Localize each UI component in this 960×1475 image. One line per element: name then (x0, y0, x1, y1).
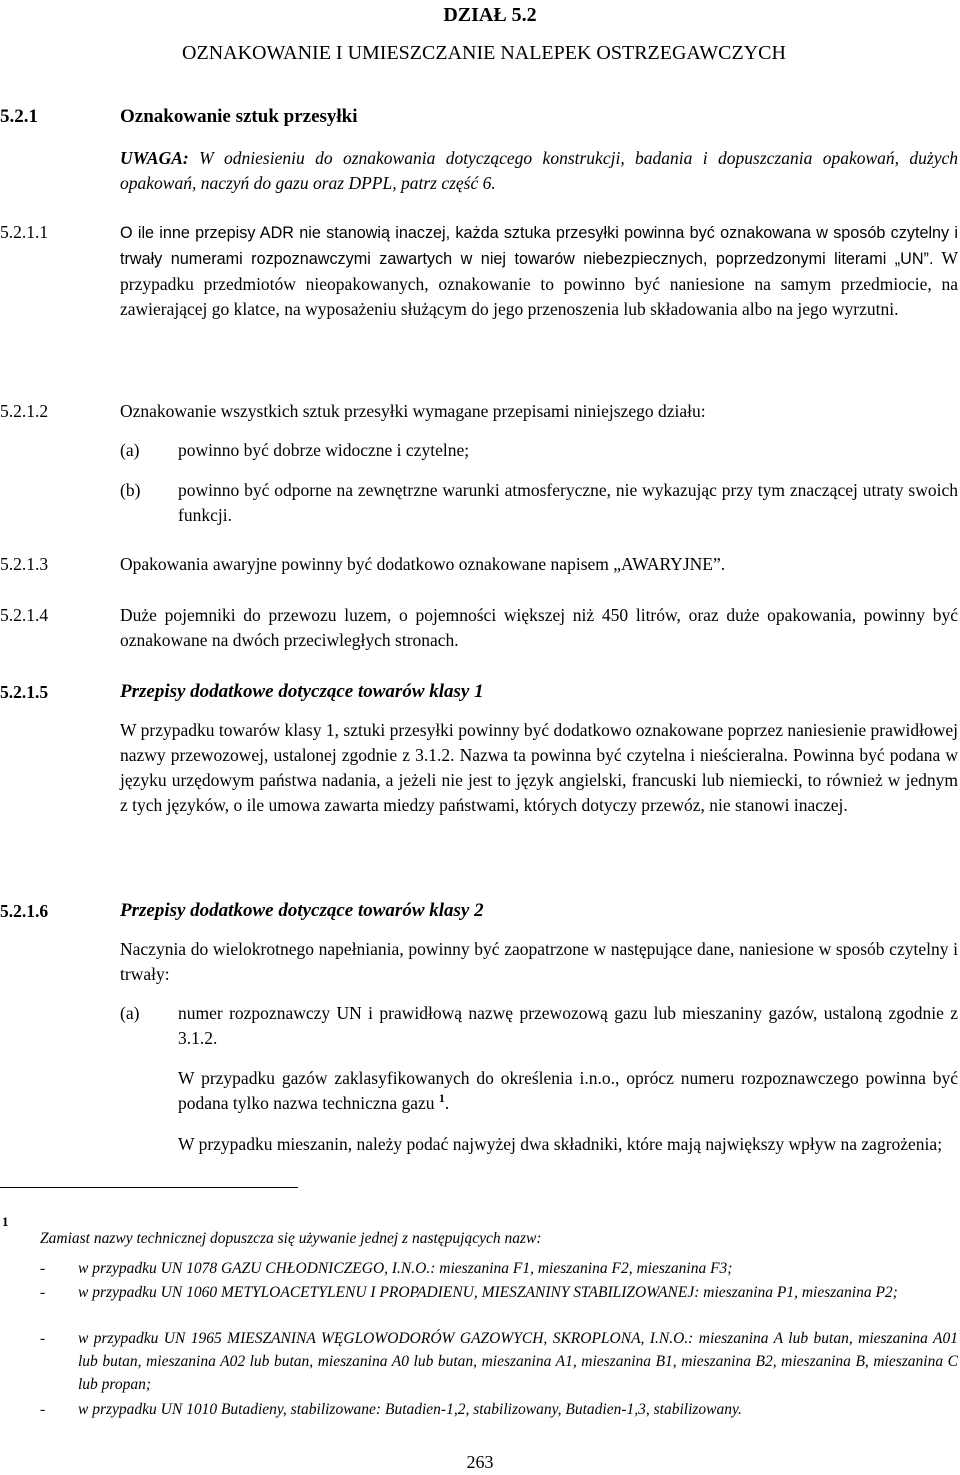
clause-number-5-2-1-6: 5.2.1.6 (0, 901, 49, 921)
item-label: (a) (120, 440, 140, 460)
footnote-mark: 1 (2, 1214, 9, 1229)
footnote-dash: - (40, 1401, 46, 1418)
item-text: numer rozpoznawczy UN i prawidłową nazwę przewozową gazu lub mieszaniny gazów, ustaloną zgodnie z 3.1.2. (178, 1003, 958, 1048)
clause-5-2-1-1-serif-text: W przypadku przedmiotów nieopakowanych, oznakowanie to powinno być naniesione na samym przedmiocie, na zawierającej go klatce, na wyposażeniu służącym do jego przenoszenia lub składowania albo na jego wyrzutni. (120, 248, 958, 319)
clause-5-2-1-1-sans-text: O ile inne przepisy ADR nie stanowią inaczej, każda sztuka przesyłki powinna być oznakowana w sposób czytelny i trwały numerami rozpoznawczymi zawartych w niej towarów niebezpiecznych, poprzedzonymi literami „UN”. (120, 224, 958, 268)
clause-5-2-1-2-text: Oznakowanie wszystkich sztuk przesyłki wymagane przepisami niniejszego działu: (120, 401, 706, 421)
clause-number-5-2-1-2: 5.2.1.2 (0, 401, 49, 421)
note-text: W odniesieniu do oznakowania dotyczącego konstrukcji, badania i dopuszczania opakowań, dużych opakowań, naczyń do gazu oraz DPPL, patrz część 6. (120, 148, 958, 193)
item-label: (b) (120, 480, 141, 500)
footnote-item: w przypadku UN 1060 METYLOACETYLENU I PROPADIENU, MIESZANINY STABILIZOWANEJ: mieszanina P1, mieszanina P2; (78, 1284, 898, 1301)
footnote-dash: - (40, 1260, 46, 1277)
clause-5-2-1-4-text: Duże pojemniki do przewozu luzem, o pojemności większej niż 450 litrów, oraz duże opakowania, powinny być oznakowane na dwóch przeciwległych stronach. (120, 605, 958, 650)
note-paragraph (120, 146, 958, 196)
clause-5-2-1-1-text (120, 220, 958, 322)
clause-5-2-1-3-text: Opakowania awaryjne powinny być dodatkowo oznakowane napisem „AWARYJNE”. (120, 554, 726, 574)
item-paragraph-text: W przypadku gazów zaklasyfikowanych do określenia i.n.o., oprócz numeru rozpoznawczego powinna być podana tylko nazwa techniczna gazu (178, 1068, 958, 1113)
item-paragraph-end: . (444, 1093, 450, 1113)
footnote-dash: - (40, 1284, 46, 1301)
footnote-intro: Zamiast nazwy technicznej dopuszcza się używanie jednej z następujących nazw: (40, 1230, 542, 1247)
footnote-separator (0, 1187, 298, 1188)
clause-5-2-1-5-title: Przepisy dodatkowe dotyczące towarów klasy 1 (120, 681, 484, 702)
footnote-item: w przypadku UN 1010 Butadieny, stabilizowane: Butadien-1,2, stabilizowany, Butadien-1,3, stabilizowany. (78, 1401, 742, 1418)
clause-number-5-2-1-1: 5.2.1.1 (0, 222, 49, 242)
footnote-item: w przypadku UN 1078 GAZU CHŁODNICZEGO, I.N.O.: mieszanina F1, mieszanina F2, mieszanina F3; (78, 1260, 733, 1277)
clause-number-5-2-1-4: 5.2.1.4 (0, 605, 49, 625)
page-number: 263 (466, 1452, 494, 1472)
clause-number-5-2-1-3: 5.2.1.3 (0, 554, 49, 574)
clause-5-2-1-5-text: W przypadku towarów klasy 1, sztuki przesyłki powinny być dodatkowo oznakowane poprzez naniesienie prawidłowej nazwy przewozowej, ustalonej zgodnie z 3.1.2. Nazwa ta powinna być czytelna i nieścieralna. Powinna być podana w języku urzędowym państwa nadania, a jeżeli nie jest to język angielski, francuski lub niemiecki, to również w jednym z tych języków, o ile umowa zawarta miedzy państwami, których dotyczy przewóz, nie stanowi inaczej. (120, 720, 958, 815)
item-label: (a) (120, 1003, 140, 1023)
subsection-title: Oznakowanie sztuk przesyłki (120, 106, 358, 127)
subsection-number: 5.2.1 (0, 106, 38, 127)
item-text: powinno być odporne na zewnętrzne warunki atmosferyczne, nie wykazując przy tym znaczącej utraty swoich funkcji. (178, 480, 958, 525)
footnote-reference[interactable]: 1 (438, 1091, 445, 1105)
section-title: OZNAKOWANIE I UMIESZCZANIE NALEPEK OSTRZEGAWCZYCH (182, 42, 786, 64)
footnote-item: w przypadku UN 1965 MIESZANINA WĘGLOWODORÓW GAZOWYCH, SKROPLONA, I.N.O.: mieszanina A lub butan, mieszanina A01 lub butan, mieszanina A02 lub butan, mieszanina A0 lub butan, mieszanina A1, mieszanina B1, mieszanina B2, mieszanina B, mieszanina C lub propan; (78, 1330, 958, 1393)
item-paragraph: W przypadku mieszanin, należy podać najwyżej dwa składniki, które mają największy wpływ na zagrożenia; (178, 1134, 943, 1154)
footnote-dash: - (40, 1330, 46, 1347)
clause-5-2-1-6-text: Naczynia do wielokrotnego napełniania, powinny być zaopatrzone w następujące dane, naniesione w sposób czytelny i trwały: (120, 939, 958, 984)
clause-5-2-1-6-title: Przepisy dodatkowe dotyczące towarów klasy 2 (120, 900, 484, 921)
clause-number-5-2-1-5: 5.2.1.5 (0, 682, 49, 702)
item-text: powinno być dobrze widoczne i czytelne; (178, 440, 470, 460)
item-paragraph (178, 1066, 958, 1116)
section-heading: DZIAŁ 5.2 (443, 4, 537, 26)
note-label: UWAGA: (120, 148, 189, 168)
